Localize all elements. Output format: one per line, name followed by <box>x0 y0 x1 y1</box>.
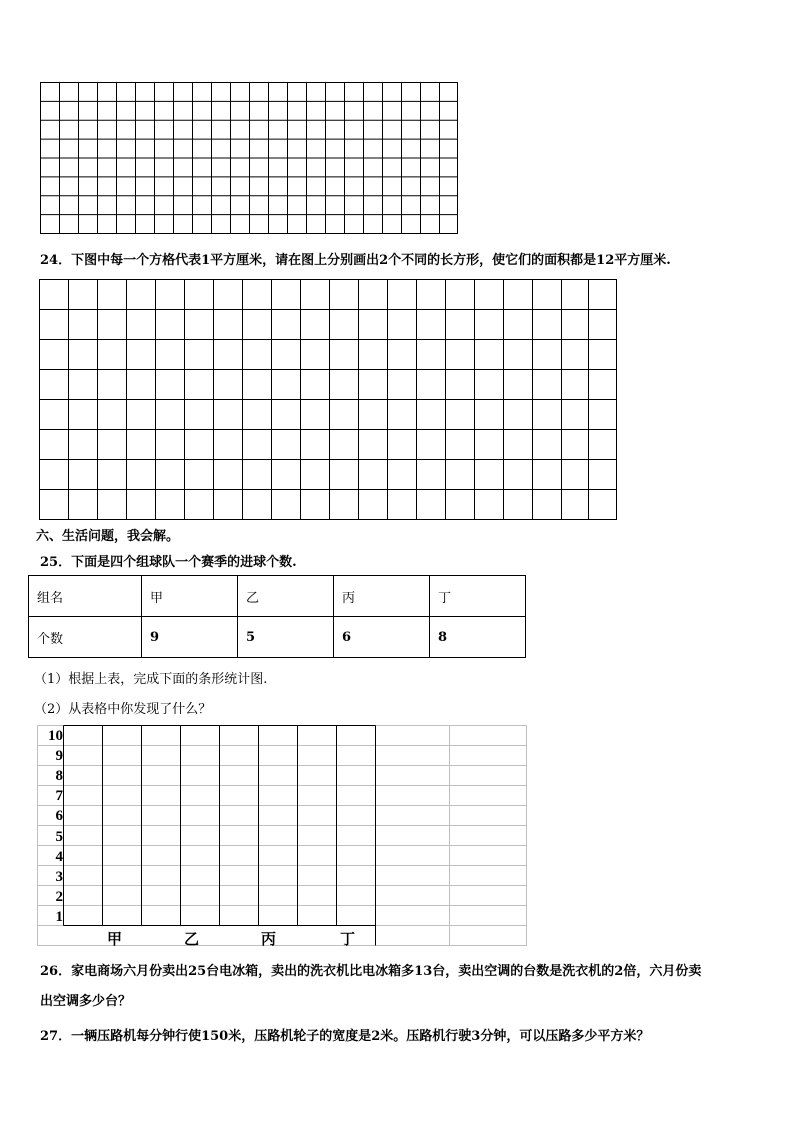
question-26-line1: 26．家电商场六月份卖出25台电冰箱，卖出的洗衣机比电冰箱多13台，卖出空调的台数是洗衣机的2倍，六月份卖 <box>40 964 702 979</box>
table-cell-team: 甲 <box>142 576 238 617</box>
y-axis-label: 8 <box>55 768 63 784</box>
y-axis-label: 10 <box>48 728 63 744</box>
table-cell-count: 8 <box>430 617 526 658</box>
x-axis-label: 乙 <box>184 930 200 948</box>
question-25-sub1: （1）根据上表，完成下面的条形统计图. <box>34 672 268 687</box>
y-axis-label: 7 <box>55 788 63 804</box>
table-cell-row-label: 个数 <box>29 617 142 658</box>
y-axis-label: 6 <box>55 808 63 824</box>
table-cell-count: 9 <box>142 617 238 658</box>
x-axis-label: 丙 <box>261 930 277 948</box>
table-cell-team: 丙 <box>334 576 430 617</box>
goals-table <box>28 575 526 658</box>
y-axis-label: 1 <box>55 909 63 925</box>
y-axis-label: 2 <box>55 889 63 905</box>
question-25-sub2: （2）从表格中你发现了什么？ <box>34 702 212 717</box>
table-cell-team: 丁 <box>430 576 526 617</box>
y-axis-label: 5 <box>55 829 63 845</box>
table-cell-header-label: 组名 <box>29 576 142 617</box>
table-cell-count: 5 <box>238 617 334 658</box>
table-row <box>29 617 526 658</box>
top-square-grid <box>40 82 460 236</box>
y-axis-label: 9 <box>55 748 63 764</box>
question-27-text: 27．一辆压路机每分钟行使150米，压路机轮子的宽度是2米。压路机行驶3分钟，可以压路多少平方米？ <box>40 1029 650 1044</box>
section-6-title: 六、生活问题，我会解。 <box>36 529 180 544</box>
y-axis-label: 3 <box>55 869 63 885</box>
x-axis-label: 甲 <box>107 930 123 948</box>
x-axis-label: 丁 <box>340 930 356 948</box>
bar-chart-grid[interactable] <box>37 725 529 949</box>
table-cell-team: 乙 <box>238 576 334 617</box>
table-row <box>29 576 526 617</box>
q24-square-grid[interactable] <box>39 279 619 521</box>
question-24-text: 24．下图中每一个方格代表1平方厘米，请在图上分别画出2个不同的长方形，使它们的面积都是12平方厘米. <box>40 253 671 268</box>
question-26-line2: 出空调多少台？ <box>40 994 132 1009</box>
y-axis-label: 4 <box>55 849 63 865</box>
table-cell-count: 6 <box>334 617 430 658</box>
question-25-text: 25．下面是四个组球队一个赛季的进球个数. <box>40 555 297 570</box>
